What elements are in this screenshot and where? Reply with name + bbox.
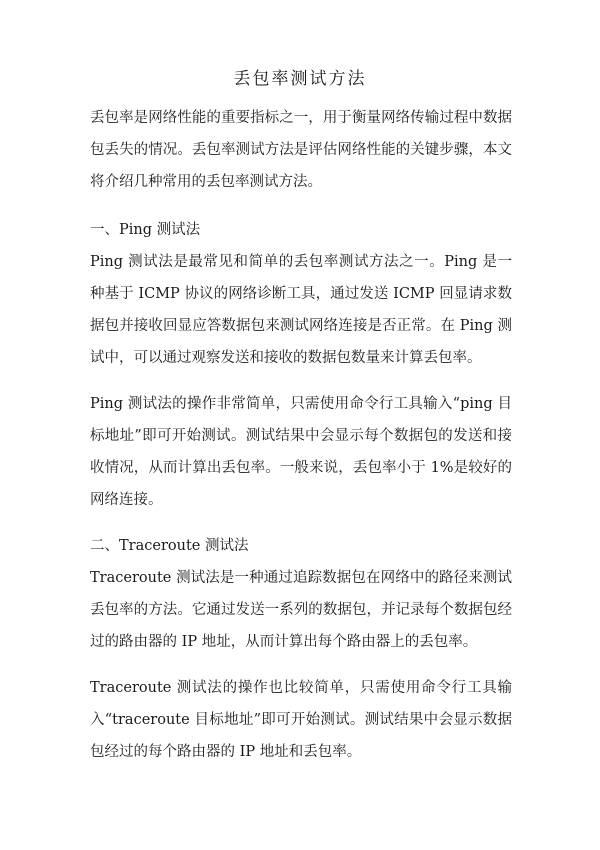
intro-paragraph: 丢包率是网络性能的重要指标之一，用于衡量网络传输过程中数据包丢失的情况。丢包率测试方法是评估网络性能的关键步骤，本文将介绍几种常用的丢包率测试方法。 (90, 110, 512, 190)
document-title: 丢包率测试方法 (233, 69, 367, 89)
section-2-paragraph-1: Traceroute 测试法是一种通过追踪数据包在网络中的路径来测试丢包率的方法。它通过发送一系列的数据包，并记录每个数据包经过的路由器的 IP 地址，从而计算出每个路由器上的丢包率。 (90, 570, 512, 650)
section-1-paragraph-2: Ping 测试法的操作非常简单，只需使用命令行工具输入“ping 目标地址”即可开始测试。测试结果中会显示每个数据包的发送和接收情况，从而计算出丢包率。一般来说，丢包率小于 1%是较好的网络连接。 (90, 396, 512, 508)
section-2-heading: 二、Traceroute 测试法 (90, 538, 249, 554)
section-1-heading: 一、Ping 测试法 (90, 222, 201, 238)
section-1-paragraph-1: Ping 测试法是最常见和简单的丢包率测试方法之一。Ping 是一种基于 ICMP 协议的网络诊断工具，通过发送 ICMP 回显请求数据包并接收回显应答数据包来测试网络连接是否正常。在 Ping 测试中，可以通过观察发送和接收的数据包数量来计算丢包率。 (90, 254, 512, 366)
section-2-paragraph-2: Traceroute 测试法的操作也比较简单，只需使用命令行工具输入“traceroute 目标地址”即可开始测试。测试结果中会显示数据包经过的每个路由器的 IP 地址和丢包率。 (90, 680, 512, 760)
